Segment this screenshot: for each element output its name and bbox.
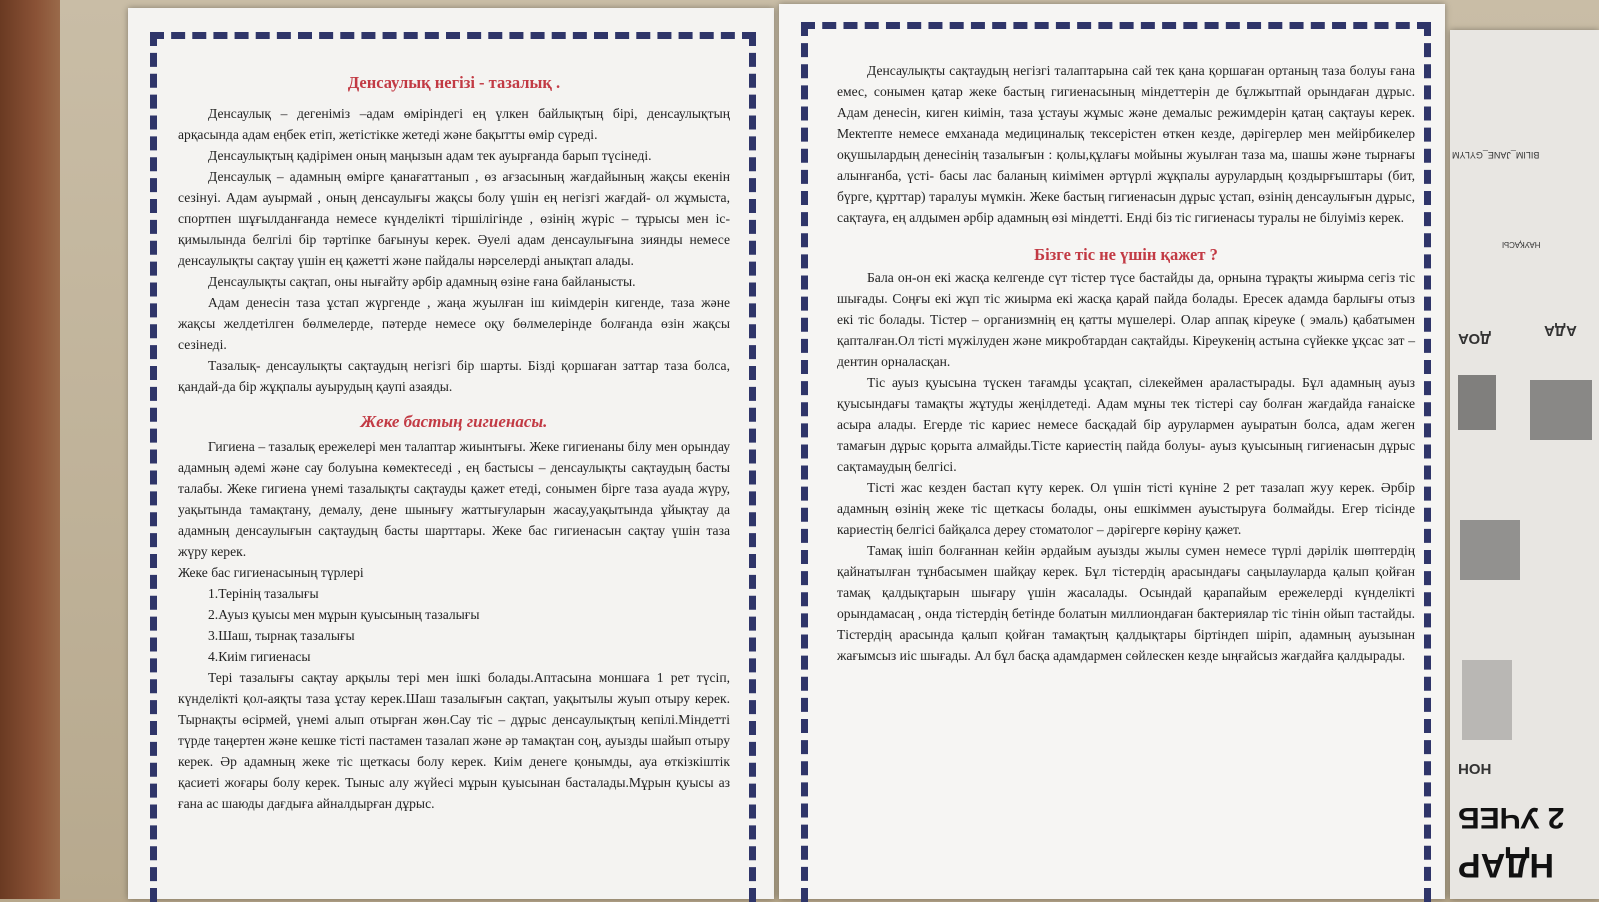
side-label: НАУҚАСЫ	[1502, 240, 1541, 249]
list-heading: Жеке бас гигиенасының түрлері	[178, 565, 364, 580]
paragraph: Денсаулықты сақтаудың негізгі талаптарына сай тек қана қоршаған ортаның таза болуы ғана емес, сонымен қатар жеке бастың гигиенасының міндеттерін де бұлжытпай орындаған дұрыс. Адам денесін, киген киімін, таза ұстауы жұмыс және демалыс режимдерін қатаң сақтауы керек. Мектепте немесе емханада медициналық тексерістен өткен кезде, дәрігерлер мен мейірбикелер оқушылардың денесінің тазалығын : қолы,құлағы мойыны жуылған таза ма, шашы және тырнағы алынғанба, үсті- басы лас баланың киімімен әртүрлі жұқпалы аурулардың қоздырғыштары (бит, бүрге, құрттар) таралуы мүмкін. Жеке бастың гигиенасын дұрыс ұстап, өзінің денсаулығын дұрыс, сақтауға, ең алдымен әрбір адамның өзі міндетті. Енді біз тіс гигиенасы туралы не білуіміз керек.	[837, 63, 1415, 225]
side-chart-block	[1530, 380, 1592, 440]
side-label: BILIM_JANE_GYLYM	[1452, 150, 1540, 160]
side-label: НДАР	[1458, 846, 1555, 884]
paragraph: Адам денесін таза ұстап жүргенде , жаңа жуылған іш киімдерін кигенде, таза және жақсы желдетілген бөлмелерде, пәтерде немесе оқу бөлмелерінде болғанда өзін жақсы сезінеді.	[178, 295, 730, 352]
side-chart-block	[1460, 520, 1520, 580]
paragraph: Тері тазалығы сақтау арқылы тері мен ішкі болады.Аптасына моншаға 1 рет түсіп, күнделікті қол-аяқты таза ұстау керек.Шаш тазалығын сақтап, уақытылы жуып отыру керек. Тырнақты өсірмей, үнемі алып отырған жөн.Сау тіс – дұрыс денсаулықтың кепілі.Міндетті түрде таңертен және кешке тісті пастамен тазалап және әр тамақтан соң, ауызды шайып отыру керек. Әр адамның жеке тіс щеткасы болу керек. Киім денеге қонымды, ауа өткізкіштік қасиеті жоғары болу керек. Тыныс алу жүйесі мұрын қуысынан басталады.Мұрын қуысы аз ғана ас шаюды дағдыға айналдырған дұрыс.	[178, 670, 730, 811]
side-label: НОН	[1458, 760, 1492, 777]
section-heading: Жеке бастың гигиенасы.	[360, 412, 548, 431]
paragraph: Тазалық- денсаулықты сақтаудың негізгі бір шарты. Бізді қоршаған заттар таза болса, қандай-да бір жұқпалы ауырудың қаупі азаяды.	[178, 358, 730, 394]
paragraph: Денсаулықтың қадірімен оның маңызын адам тек ауырғанда барып түсінеді.	[208, 148, 652, 163]
list-item: 1.Терінің тазалығы	[208, 586, 319, 601]
side-label: АДА	[1544, 322, 1577, 339]
side-chart-block	[1458, 375, 1496, 430]
side-label: ДОА	[1458, 330, 1491, 347]
paragraph: Бала он-он екі жасқа келгенде сүт тістер түсе бастайды да, орнына тұрақты жиырма сегіз тіс шығады. Соңғы екі жұп тіс жиырма екі жасқа қарай пайда болады. Ересек адамда барлығы отыз екі тіс болады. Тістер – организмнің ең қатты мүшелері. Олар аппақ кіреуке ( эмаль) қабатымен қапталған.Ол тісті мүжілуден және микробтардан сақтайды. Кіреукенің астына сүйекке ұқсас зат – дентин орналасқан.	[837, 270, 1415, 369]
wooden-edge	[0, 0, 60, 899]
section-heading: Бізге тіс не үшін қажет ?	[1034, 245, 1218, 264]
paragraph: Тісті жас кезден бастап күту керек. Ол үшін тісті күніне 2 рет тазалап жуу керек. Әрбір адамның өзінің жеке тіс щеткасы болады, оны ешкіммен ауыстыруға болмайды. Егер тісінде кариестің белгісі байқалса дереу стоматолог – дәрігерге көріну қажет.	[837, 480, 1415, 537]
side-label: 2 УЧЕБ	[1458, 801, 1565, 834]
side-chart-block	[1462, 660, 1512, 740]
side-document	[1450, 30, 1599, 899]
page-title: Денсаулық негізі - тазалық .	[347, 73, 561, 92]
paragraph: Денсаулық – дегеніміз –адам өміріндегі ең үлкен байлықтың бірі, денсаулықтың арқасында адам еңбек етіп, жетістікке жетеді және бақытты өмір сүреді.	[178, 106, 730, 142]
left-page-content	[178, 66, 730, 814]
list-item: 3.Шаш, тырнақ тазалығы	[208, 628, 355, 643]
paragraph: Гигиена – тазалық ережелері мен талаптар жиынтығы. Жеке гигиенаны білу мен орындау адамның әдемі және сау болуына көмектеседі , ең бастысы – денсаулықты сақтаудың басты талабы. Жеке гигиена үнемі тазалықты сақтауды қажет етеді, сонымен бірге таза ауада жүру, уақытында тамақтану, демалу, дене шынығу жаттығуларын жасау,уақытында ұйықтау да адамның денсаулығын сақтаудың басты шарттары. Жеке бас гигиенасын сақтау үшін таза жүру керек.	[178, 439, 730, 559]
paragraph: Тіс ауыз қуысына түскен тағамды ұсақтап, сілекеймен араластырады. Бұл адамның ауыз қуысындағы тамақты жұтуды жеңілдетеді. Адам мұны тек тістері сау болған жағдайда ғанаіске асыра алады. Егерде тіс кариес немесе басқадай бір аурулармен ауыратын болса, адам жеген тамағын дұрыс қорыта алмайды.Тісте кариестің пайда болуы- ауыз қуысының гигиенасын дұрыс сақтамаудың белгісі.	[837, 375, 1415, 474]
paragraph: Тамақ ішіп болғаннан кейін әрдайым ауызды жылы сумен немесе түрлі дәрілік шөптердің қайнатылған тұнбасымен шайқау керек. Бұл тістердің арасындағы саңылауларда қалып қойған тамақ қалдықтарын шығару үшін жасалады. Осындай қарапайым ережелерді күнделікті орындамасаң , онда тістердің бетінде болатын миллиондаған бактериялар тіс тінін ойып тастайды. Тістердің арасында қалып қойған тамақтың қалдықтары біртіндеп шіріп, адамның ауызынан жағымсыз иіс шығады. Ал бұл басқа адамдармен сөйлескен кезде ыңғайсыз жағдайға қалдырады.	[837, 543, 1415, 663]
right-page-content	[837, 60, 1415, 666]
left-page	[128, 8, 774, 899]
paragraph: Денсаулықты сақтап, оны нығайту әрбір адамның өзіне ғана байланысты.	[208, 274, 636, 289]
paragraph: Денсаулық – адамның өмірге қанағаттанып , өз ағзасының жағдайының жақсы екенін сезінуі. Адам ауырмай , оның денсаулығы жақсы болу үшін ең негізгі жағдай- ол жұмыста, спортпен шұғылданғанда немесе күнделікті тіршілігінде , өзінің жүріс – тұрысы мен іс- қимылында белгілі бір тәртіпке бағынуы керек. Әуелі адам денсаулығына зиянды немесе денсаулықты сақтау үшін ең қажетті және пайдалы нәрселерді анықтап алады.	[178, 169, 730, 268]
list-item: 2.Ауыз қуысы мен мұрын қуысының тазалығы	[208, 607, 480, 622]
list-item: 4.Киім гигиенасы	[208, 649, 311, 664]
right-page	[779, 4, 1445, 899]
